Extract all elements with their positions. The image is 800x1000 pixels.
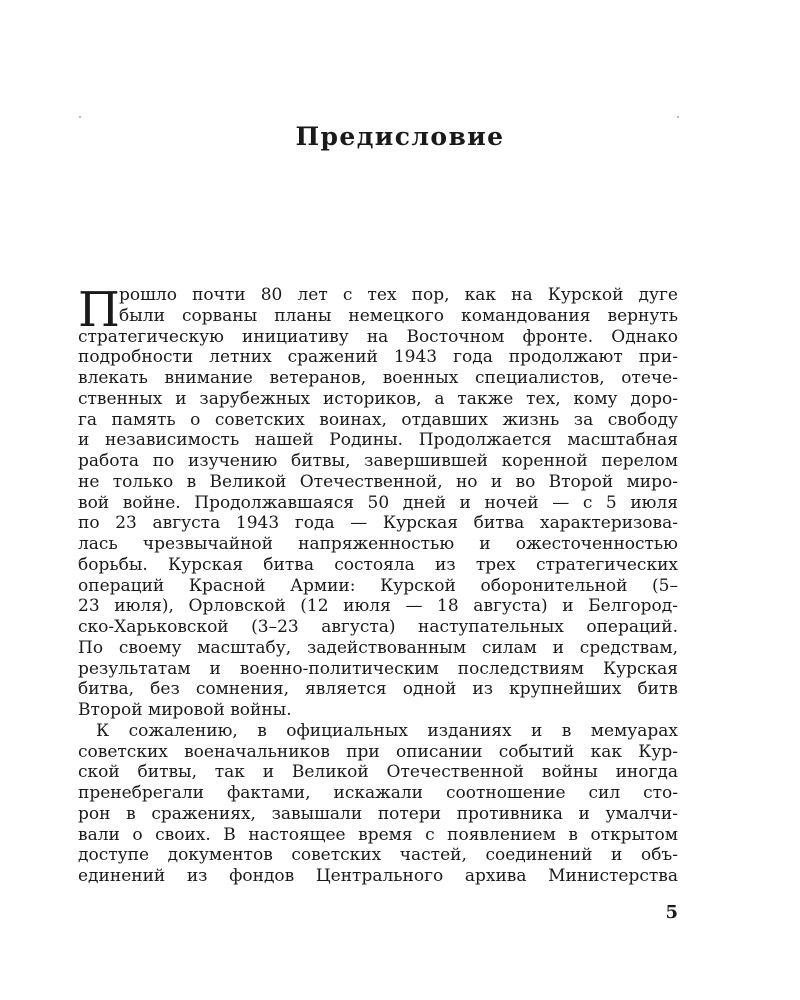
text-line: операций Красной Армии: Курской оборонительной (5– [78, 575, 678, 596]
page-number: 5 [665, 902, 678, 923]
text-line: были сорваны планы немецкого командования вернуть [119, 305, 678, 326]
text-line: доступе документов советских частей, соединений и объ- [78, 845, 678, 866]
text-line: ско-Харьковской (3–23 августа) наступательных операций. [78, 617, 678, 637]
text-line: не только в Великой Отечественной, но и во Второй миро- [78, 471, 678, 492]
body-text [78, 282, 678, 887]
text-line: подробности летних сражений 1943 года продолжают при- [78, 347, 678, 368]
text-line: По своему масштабу, задействованным силам и средствам, [78, 637, 678, 658]
text-line: ственных и зарубежных историков, а также тех, кому доро- [78, 388, 678, 409]
text-line: советских военачальников при описании событий как Кур- [78, 741, 678, 762]
text-line: пренебрегали фактами, искажали соотношение сил сто- [78, 783, 678, 803]
corner-mark-left [79, 116, 81, 118]
corner-mark-right [677, 116, 679, 118]
text-line: га память о советских воинах, отдавших жизнь за свободу [78, 409, 678, 430]
text-line: рон в сражениях, завышали потери противника и умалчи- [78, 803, 678, 824]
text-line: битва, без сомнения, является одной из крупнейших битв [78, 679, 678, 700]
text-line: работа по изучению битвы, завершившей коренной перелом [78, 451, 678, 471]
drop-cap: П [78, 282, 120, 338]
text-line: и независимость нашей Родины. Продолжается масштабная [78, 430, 678, 451]
text-line: ской битвы, так и Великой Отечественной войны иногда [78, 762, 678, 783]
text-line: влекать внимание ветеранов, военных специалистов, отече- [78, 368, 678, 388]
page-title: Предисловие [295, 122, 505, 151]
text-line: Второй мировой войны. [78, 700, 292, 720]
text-line: вали о своих. В настоящее время с появлением в открытом [78, 824, 678, 845]
text-line: лась чрезвычайной напряженностью и ожесточенностью [78, 534, 678, 554]
text-line: борьбы. Курская битва состояла из трех стратегических [78, 554, 678, 575]
text-line: стратегическую инициативу на Восточном фронте. Однако [78, 326, 678, 347]
text-line: рошло почти 80 лет с тех пор, как на Курской дуге [119, 285, 678, 305]
text-line: по 23 августа 1943 года — Курская битва характеризова- [78, 513, 678, 534]
text-line: результатам и военно-политическим последствиям Курская [78, 658, 678, 679]
text-line: вой войне. Продолжавшаяся 50 дней и ночей — с 5 июля [78, 492, 678, 513]
text-line: единений из фондов Центрального архива Министерства [78, 866, 678, 886]
text-line: К сожалению, в официальных изданиях и в мемуарах [96, 720, 678, 741]
text-line: 23 июля), Орловской (12 июля — 18 августа) и Белгород- [78, 596, 678, 617]
